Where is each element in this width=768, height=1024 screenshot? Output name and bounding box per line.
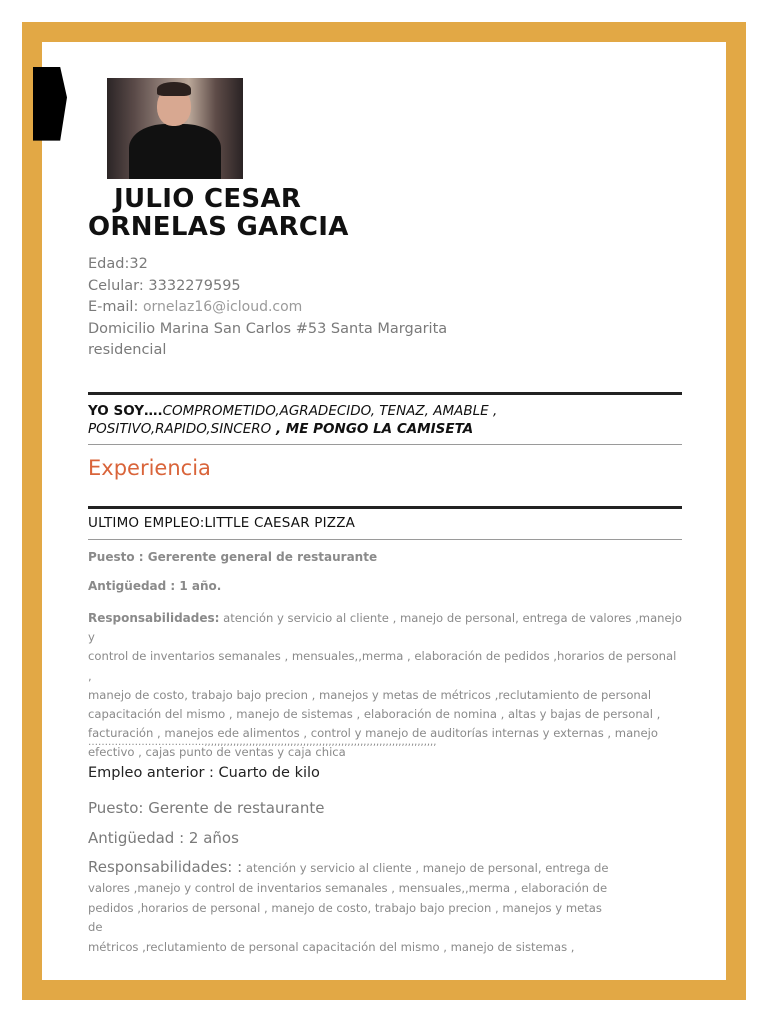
summary-traits-2: POSITIVO,RAPIDO,SINCERO xyxy=(88,421,272,437)
job1-title: ULTIMO EMPLEO:LITTLE CAESAR PIZZA xyxy=(88,515,356,531)
divider xyxy=(88,506,682,509)
job1-seniority: Antigüedad : 1 año. xyxy=(88,579,222,593)
age: Edad:32 xyxy=(88,256,148,272)
address-line-1: Domicilio Marina San Carlos #53 Santa Margarita xyxy=(88,320,448,337)
email-row xyxy=(88,297,528,319)
name-line-2: ORNELAS GARCIA xyxy=(88,212,349,242)
email-link[interactable]: ornelaz16@icloud.com xyxy=(142,299,303,315)
job2-responsibilities xyxy=(88,858,618,958)
summary-label: YO SOY…. xyxy=(88,403,163,419)
phone-value: 3332279595 xyxy=(148,277,241,294)
resp-line: capacitación del mismo , manejo de sistemas , elaboración de nomina , altas y bajas de personal , xyxy=(88,707,661,722)
resp-line: valores ,manejo y control de inventarios semanales , mensuales,,merma , elaboración de xyxy=(88,880,608,895)
phone-label: Celular: xyxy=(88,277,144,294)
profile-photo xyxy=(107,78,243,179)
resp-line: control de inventarios semanales , mensuales,,merma , elaboración de pedidos ,horarios de personal , xyxy=(88,649,677,683)
contact-info xyxy=(88,254,528,362)
resp-line: manejo de costo, trabajo bajo precion , manejos y metas de métricos ,reclutamiento de personal xyxy=(88,687,652,702)
phone-row xyxy=(88,276,528,298)
resp-label: Responsabilidades: xyxy=(88,611,220,625)
divider xyxy=(88,392,682,395)
divider xyxy=(88,539,682,540)
resp-line: atención y servicio al cliente , manejo de personal, entrega de xyxy=(242,861,609,875)
resp-line: pedidos ,horarios de personal , manejo de costo, trabajo bajo precion , manejos y metas de xyxy=(88,900,602,935)
resp-line: efectivo , cajas punto de ventas y caja chica xyxy=(88,745,346,760)
resp-line: métricos ,reclutamiento de personal capacitación del mismo , manejo de sistemas , xyxy=(88,940,575,955)
resp-line: atención y servicio al cliente , manejo de personal, entrega de valores ,manejo y xyxy=(88,611,682,645)
job2-position: Puesto: Gerente de restaurante xyxy=(88,799,325,817)
job1-position: Puesto : Gererente general de restaurante xyxy=(88,550,378,564)
job2-title: Empleo anterior : Cuarto de kilo xyxy=(88,765,320,781)
section-title-experience: Experiencia xyxy=(88,456,211,480)
candidate-name xyxy=(88,185,508,241)
summary-traits-1: COMPROMETIDO,AGRADECIDO, TENAZ, AMABLE , xyxy=(162,403,498,419)
address-line-2: residencial xyxy=(88,342,167,358)
job2-seniority: Antigüedad : 2 años xyxy=(88,829,239,847)
summary-tail: , ME PONGO LA CAMISETA xyxy=(271,421,474,437)
email-label: E-mail: xyxy=(88,299,139,315)
name-line-1: JULIO CESAR xyxy=(114,184,302,214)
resp-label: Responsabilidades: : xyxy=(88,858,243,876)
profile-summary xyxy=(88,402,678,438)
resp-line: facturación , manejos ede alimentos , control y manejo de auditorías internas y externas , manejo xyxy=(88,726,658,741)
divider xyxy=(88,444,682,445)
dotted-separator: ……………………………..,,,,,,,,,,,,,,,,,,,,,,,,,,,,,,,,,,,,,,,,,,,,,,,,,,,,,,,,,,,,,,,,,,,,,,,,, xyxy=(88,737,437,748)
